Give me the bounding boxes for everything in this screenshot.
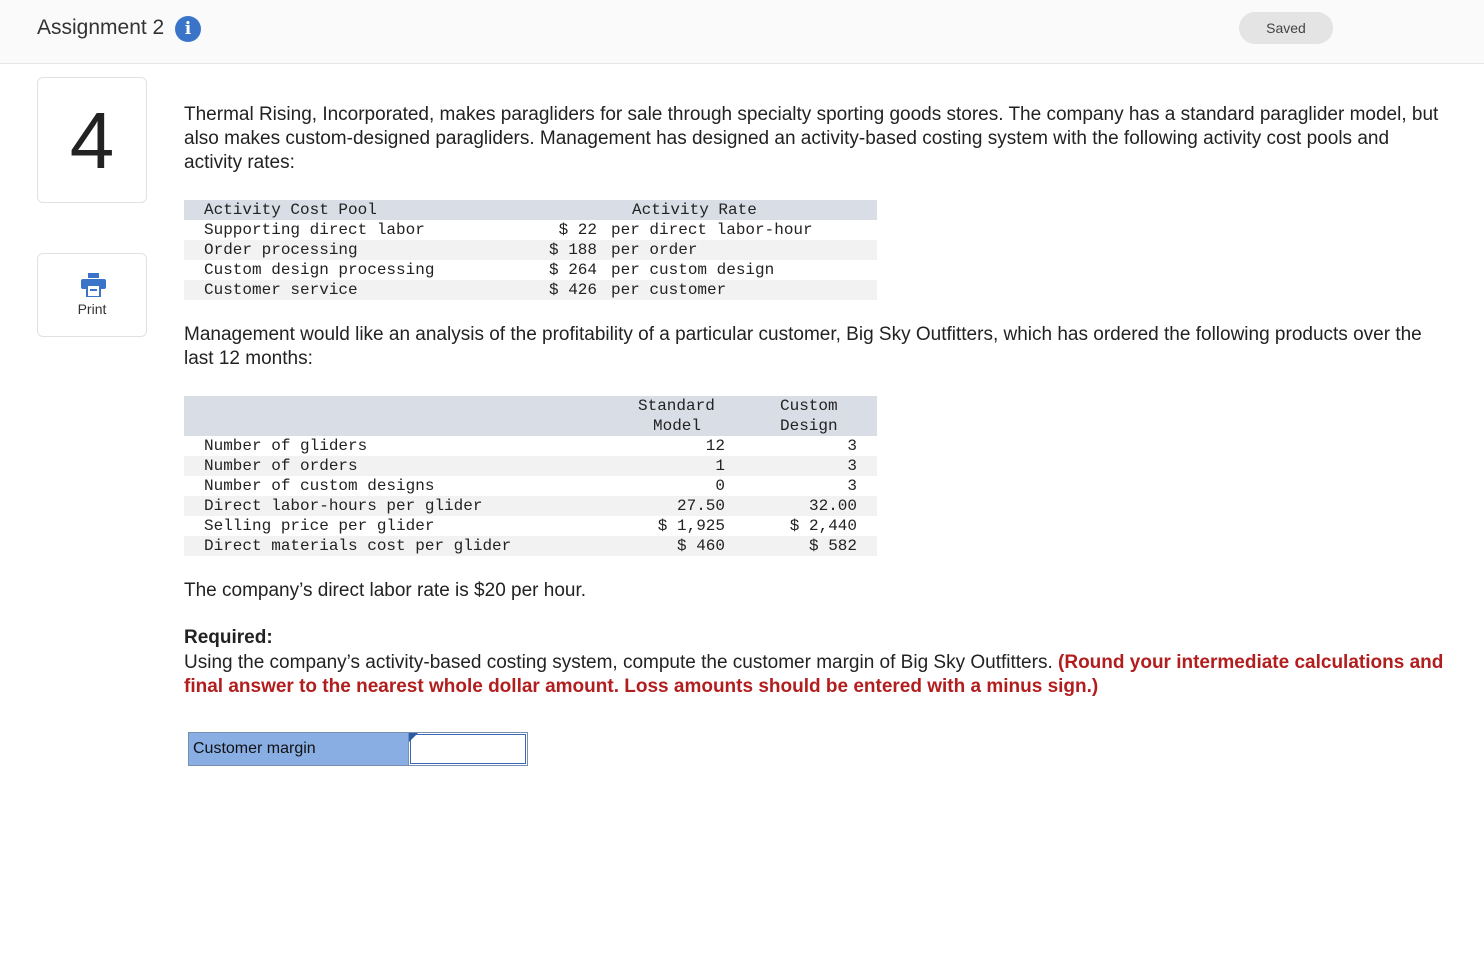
pool-name: Supporting direct labor: [204, 221, 425, 239]
activity-rate-table: [184, 200, 877, 300]
customer-margin-input[interactable]: [410, 734, 526, 764]
question-number: 4: [69, 96, 115, 185]
table-row: [184, 476, 877, 496]
standard-value: $ 1,925: [657, 517, 725, 535]
table-row: [184, 260, 877, 280]
column-header-pool: Activity Cost Pool: [204, 201, 377, 219]
cell-marker-icon: [409, 733, 418, 742]
required-instruction: Using the company’s activity-based costing system, compute the customer margin of Big Sky Outfitters.: [184, 652, 1059, 673]
table-row: [184, 496, 877, 516]
customer-margin-label: Customer margin: [189, 733, 409, 765]
answer-row: [188, 732, 528, 766]
custom-value: 3: [847, 437, 857, 455]
column-header-custom: Custom: [780, 397, 838, 415]
column-header-custom: Design: [780, 417, 838, 435]
rounding-instruction: (Round your intermediate calculations and final answer to the nearest whole dollar amount. Loss amounts should be entered with a minus sign.): [184, 652, 1444, 697]
custom-value: 32.00: [808, 497, 857, 515]
rate-amount: $ 426: [548, 281, 597, 299]
print-label: Print: [77, 301, 107, 317]
print-button[interactable]: [37, 253, 147, 337]
table-row: [184, 536, 877, 556]
custom-value: 3: [847, 477, 857, 495]
standard-value: 27.50: [676, 497, 725, 515]
rate-unit: per custom design: [611, 261, 775, 279]
rate-amount: $ 188: [548, 241, 597, 259]
rate-amount: $ 22: [558, 221, 597, 239]
rate-unit: per customer: [611, 281, 727, 299]
table-row: [184, 240, 877, 260]
row-label: Number of gliders: [204, 437, 368, 455]
table-row: [184, 436, 877, 456]
printer-icon: [81, 273, 106, 297]
column-header-rate: Activity Rate: [632, 201, 757, 219]
standard-value: 0: [715, 477, 725, 495]
row-label: Number of orders: [204, 457, 358, 475]
question-number-card: [37, 77, 147, 203]
row-label: Direct labor-hours per glider: [204, 497, 483, 515]
labor-rate-text: The company’s direct labor rate is $20 per hour.: [184, 580, 587, 601]
row-label: Direct materials cost per glider: [204, 537, 512, 555]
row-label: Number of custom designs: [204, 477, 435, 495]
pool-name: Order processing: [204, 241, 358, 259]
info-icon[interactable]: i: [175, 16, 201, 42]
column-header-standard: Model: [653, 417, 702, 435]
standard-value: 1: [715, 457, 725, 475]
product-table: [184, 396, 877, 556]
standard-value: $ 460: [676, 537, 725, 555]
column-header-standard: Standard: [638, 397, 715, 415]
saved-status-badge: Saved: [1239, 12, 1333, 44]
pool-name: Customer service: [204, 281, 358, 299]
required-heading: Required:: [184, 627, 273, 648]
table-row: [184, 280, 877, 300]
required-text: [184, 651, 1444, 699]
table-header-row: [184, 200, 877, 220]
rate-unit: per direct labor-hour: [611, 221, 813, 239]
custom-value: $ 2,440: [789, 517, 857, 535]
rate-amount: $ 264: [548, 261, 597, 279]
table-row: [184, 456, 877, 476]
standard-value: 12: [705, 437, 725, 455]
custom-value: 3: [847, 457, 857, 475]
analysis-text: Management would like an analysis of the profitability of a particular customer, Big Sky Outfitters, which has ordered the following products over the last 12 months:: [184, 324, 1422, 369]
assignment-header: [0, 0, 1484, 64]
assignment-title: Assignment 2: [37, 16, 165, 39]
table-row: [184, 220, 877, 240]
custom-value: $ 582: [808, 537, 857, 555]
table-header-row: [184, 396, 877, 416]
pool-name: Custom design processing: [204, 261, 435, 279]
row-label: Selling price per glider: [204, 517, 435, 535]
table-header-row: [184, 416, 877, 436]
rate-unit: per order: [611, 241, 698, 259]
question-intro: Thermal Rising, Incorporated, makes paragliders for sale through specialty sporting goods stores. The company has a standard paraglider model, but also makes custom-designed paragliders. Management has designed an activity-based costing system with the following activity cost pools and activity rates:: [184, 104, 1439, 173]
table-row: [184, 516, 877, 536]
